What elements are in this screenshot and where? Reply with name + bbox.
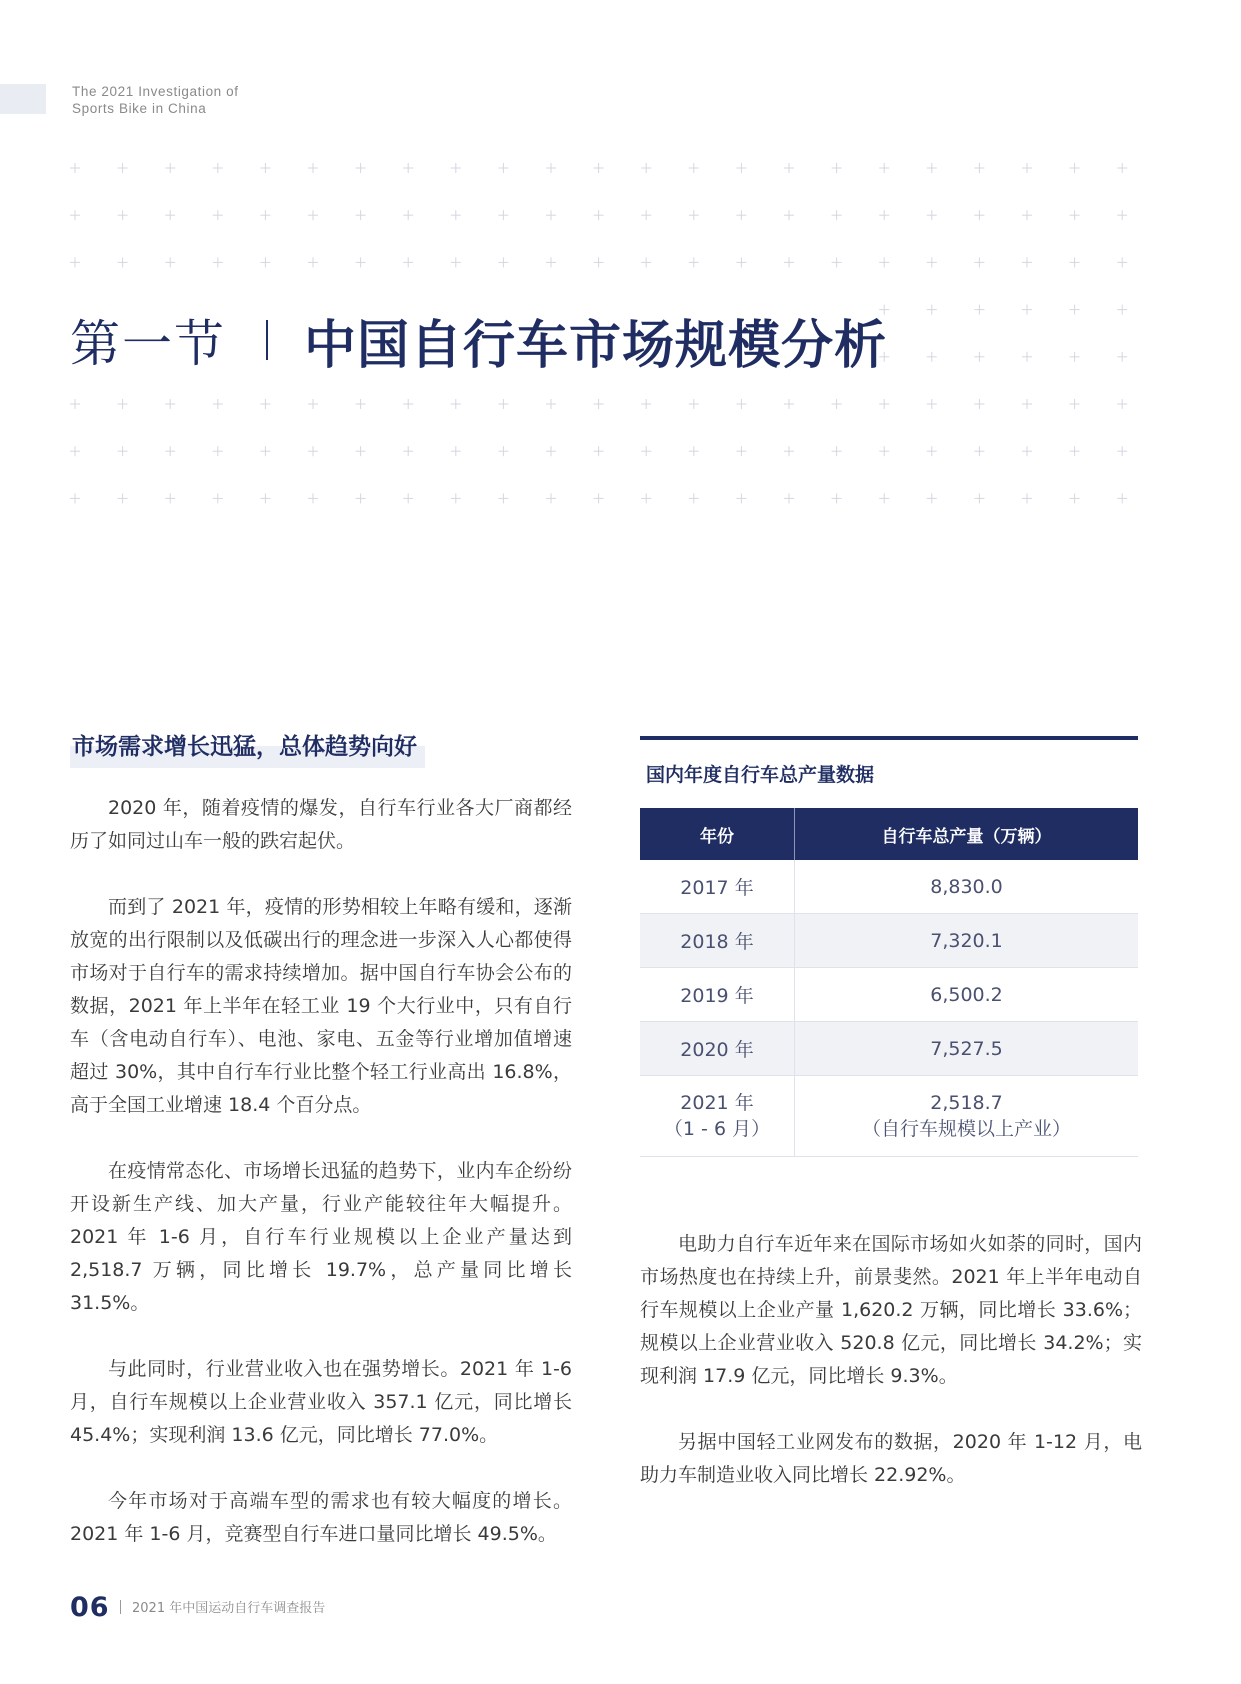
grid-cross xyxy=(927,352,937,362)
report-header xyxy=(72,83,239,117)
grid-cross xyxy=(1022,257,1032,267)
grid-cross xyxy=(1117,399,1127,409)
grid-cross xyxy=(832,210,842,220)
grid-cross xyxy=(356,493,366,503)
title-divider xyxy=(266,320,268,360)
grid-cross xyxy=(736,257,746,267)
grid-cross xyxy=(451,163,461,173)
left-column xyxy=(70,792,572,1584)
grid-cross xyxy=(546,399,556,409)
grid-cross xyxy=(689,399,699,409)
grid-cross xyxy=(546,257,556,267)
year-cell: 2018 年 xyxy=(640,914,795,968)
grid-cross xyxy=(546,163,556,173)
grid-cross xyxy=(641,493,651,503)
subheading: 市场需求增长迅猛，总体趋势向好 xyxy=(70,728,425,768)
table-title: 国内年度自行车总产量数据 xyxy=(646,764,875,786)
grid-cross xyxy=(1117,210,1127,220)
year-label: 2021 年 xyxy=(680,1092,754,1114)
grid-cross xyxy=(1117,446,1127,456)
grid-cross xyxy=(308,257,318,267)
grid-cross xyxy=(1117,305,1127,315)
grid-cross xyxy=(736,210,746,220)
value-cell: 6,500.2 xyxy=(795,968,1139,1022)
grid-cross xyxy=(1070,446,1080,456)
grid-cross xyxy=(1070,493,1080,503)
grid-cross xyxy=(403,163,413,173)
grid-cross xyxy=(260,446,270,456)
grid-cross xyxy=(879,257,889,267)
grid-cross xyxy=(594,257,604,267)
table-row xyxy=(640,968,1138,1022)
grid-cross xyxy=(546,446,556,456)
section-number: 第一节 xyxy=(70,315,226,373)
grid-cross xyxy=(974,305,984,315)
grid-cross xyxy=(213,399,223,409)
grid-cross xyxy=(451,257,461,267)
paragraph: 今年市场对于高端车型的需求也有较大幅度的增长。2021 年 1-6 月，竞赛型自行车进口量同比增长 49.5%。 xyxy=(70,1490,572,1545)
paragraph: 而到了 2021 年，疫情的形势相较上年略有缓和，逐渐放宽的出行限制以及低碳出行的理念进一步深入人心都使得市场对于自行车的需求持续增加。据中国自行车协会公布的数据，2021 年上半年在轻工业 19 个大行业中，只有自行车（含电动自行车）、电池、家电、五金等行业增加值增速超过 30%，其中自行车行业比整个轻工行业高出 16.8%，高于全国工业增速 18.4 个百分点。 xyxy=(70,896,572,1116)
grid-cross xyxy=(498,493,508,503)
grid-cross xyxy=(736,399,746,409)
grid-cross xyxy=(832,446,842,456)
grid-cross xyxy=(165,493,175,503)
grid-cross xyxy=(70,210,80,220)
grid-cross xyxy=(784,446,794,456)
grid-cross xyxy=(165,399,175,409)
header-year: 年份 xyxy=(640,808,795,860)
grid-cross xyxy=(641,163,651,173)
grid-cross xyxy=(1070,257,1080,267)
grid-cross xyxy=(974,352,984,362)
grid-cross xyxy=(70,163,80,173)
grid-cross xyxy=(879,446,889,456)
footer-report-title: 2021 年中国运动自行车调查报告 xyxy=(132,1601,326,1616)
grid-cross xyxy=(879,493,889,503)
grid-cross xyxy=(784,210,794,220)
grid-cross xyxy=(403,446,413,456)
grid-cross xyxy=(213,446,223,456)
grid-cross xyxy=(260,257,270,267)
grid-cross xyxy=(165,446,175,456)
grid-cross xyxy=(879,210,889,220)
value-note: （自行车规模以上产业） xyxy=(861,1118,1071,1140)
year-cell: 2019 年 xyxy=(640,968,795,1022)
grid-cross xyxy=(832,257,842,267)
grid-cross xyxy=(1117,257,1127,267)
table-row xyxy=(640,860,1138,914)
value-label: 2,518.7 xyxy=(930,1092,1003,1114)
year-cell: 2017 年 xyxy=(640,860,795,914)
page-number: 06 xyxy=(70,1592,110,1623)
grid-cross xyxy=(594,446,604,456)
grid-cross xyxy=(1070,352,1080,362)
grid-cross xyxy=(1117,493,1127,503)
grid-cross xyxy=(118,210,128,220)
grid-cross xyxy=(879,163,889,173)
grid-cross xyxy=(974,446,984,456)
grid-cross xyxy=(403,399,413,409)
grid-cross xyxy=(832,493,842,503)
table-top-rule xyxy=(640,736,1138,740)
production-table xyxy=(640,808,1138,1157)
footer-divider xyxy=(120,1600,121,1614)
grid-cross xyxy=(403,210,413,220)
grid-cross xyxy=(498,399,508,409)
grid-cross xyxy=(832,163,842,173)
year-cell: 2020 年 xyxy=(640,1022,795,1076)
grid-cross xyxy=(451,493,461,503)
grid-cross xyxy=(356,446,366,456)
grid-cross xyxy=(118,257,128,267)
section-title xyxy=(70,300,887,380)
grid-cross xyxy=(1070,399,1080,409)
grid-cross xyxy=(213,493,223,503)
grid-cross xyxy=(1022,446,1032,456)
grid-cross xyxy=(118,446,128,456)
grid-cross xyxy=(213,163,223,173)
grid-cross xyxy=(260,210,270,220)
grid-cross xyxy=(1022,493,1032,503)
grid-cross xyxy=(70,493,80,503)
grid-cross xyxy=(1022,399,1032,409)
grid-cross xyxy=(213,210,223,220)
grid-cross xyxy=(736,493,746,503)
paragraph: 在疫情常态化、市场增长迅猛的趋势下，业内车企纷纷开设新生产线、加大产量，行业产能较往年大幅提升。2021 年 1-6 月，自行车行业规模以上企业产量达到 2,518.7 万辆，同比增长 19.7%，总产量同比增长 31.5%。 xyxy=(70,1160,572,1314)
grid-cross xyxy=(451,210,461,220)
grid-cross xyxy=(974,257,984,267)
grid-cross xyxy=(165,210,175,220)
grid-cross xyxy=(356,399,366,409)
value-cell: 8,830.0 xyxy=(795,860,1139,914)
grid-cross xyxy=(260,493,270,503)
grid-cross xyxy=(689,163,699,173)
paragraph: 电助力自行车近年来在国际市场如火如荼的同时，国内市场热度也在持续上升，前景斐然。2021 年上半年电动自行车规模以上企业产量 1,620.2 万辆，同比增长 33.6%；规模以上企业营业收入 520.8 亿元，同比增长 34.2%；实现利润 17.9 亿元，同比增长 9.3%。 xyxy=(640,1233,1142,1387)
table-header-row xyxy=(640,808,1138,860)
grid-cross xyxy=(498,257,508,267)
grid-cross xyxy=(784,399,794,409)
grid-cross xyxy=(974,493,984,503)
grid-cross xyxy=(356,210,366,220)
grid-cross xyxy=(498,163,508,173)
grid-cross xyxy=(784,163,794,173)
grid-cross xyxy=(118,399,128,409)
grid-cross xyxy=(736,446,746,456)
year-cell xyxy=(640,1076,795,1157)
year-note: （1 - 6 月） xyxy=(663,1118,771,1140)
grid-cross xyxy=(356,257,366,267)
header-line-2: Sports Bike in China xyxy=(72,101,207,116)
grid-cross xyxy=(641,210,651,220)
grid-cross xyxy=(1117,163,1127,173)
grid-cross xyxy=(689,257,699,267)
grid-cross xyxy=(689,493,699,503)
grid-cross xyxy=(1070,163,1080,173)
grid-cross xyxy=(308,399,318,409)
grid-cross xyxy=(451,399,461,409)
grid-cross xyxy=(784,257,794,267)
grid-cross xyxy=(451,446,461,456)
grid-cross xyxy=(260,399,270,409)
grid-cross xyxy=(308,163,318,173)
grid-cross xyxy=(308,493,318,503)
grid-cross xyxy=(594,210,604,220)
grid-cross xyxy=(70,446,80,456)
grid-cross xyxy=(974,163,984,173)
grid-cross xyxy=(927,257,937,267)
grid-cross xyxy=(260,163,270,173)
grid-cross xyxy=(927,446,937,456)
value-cell xyxy=(795,1076,1139,1157)
grid-cross xyxy=(641,446,651,456)
grid-cross xyxy=(1022,352,1032,362)
grid-cross xyxy=(70,257,80,267)
grid-cross xyxy=(641,257,651,267)
grid-cross xyxy=(594,163,604,173)
grid-cross xyxy=(784,493,794,503)
grid-cross xyxy=(1022,305,1032,315)
grid-cross xyxy=(1117,352,1127,362)
header-line-1: The 2021 Investigation of xyxy=(72,84,239,99)
grid-cross xyxy=(927,493,937,503)
grid-cross xyxy=(1022,163,1032,173)
grid-cross xyxy=(736,163,746,173)
grid-cross xyxy=(594,399,604,409)
grid-cross xyxy=(308,210,318,220)
grid-cross xyxy=(1070,305,1080,315)
grid-cross xyxy=(974,210,984,220)
paragraph: 2020 年，随着疫情的爆发，自行车行业各大厂商都经历了如同过山车一般的跌宕起伏。 xyxy=(70,797,572,852)
paragraph: 与此同时，行业营业收入也在强势增长。2021 年 1-6 月，自行车规模以上企业营业收入 357.1 亿元，同比增长 45.4%；实现利润 13.6 亿元，同比增长 77.0%。 xyxy=(70,1358,572,1446)
grid-cross xyxy=(1022,210,1032,220)
grid-cross xyxy=(546,493,556,503)
grid-cross xyxy=(118,493,128,503)
grid-cross xyxy=(356,163,366,173)
paragraph: 另据中国轻工业网发布的数据，2020 年 1-12 月，电助力车制造业收入同比增长 22.92%。 xyxy=(640,1431,1142,1486)
grid-cross xyxy=(498,446,508,456)
grid-cross xyxy=(974,399,984,409)
grid-cross xyxy=(165,163,175,173)
grid-cross xyxy=(403,257,413,267)
table-row xyxy=(640,914,1138,968)
grid-cross xyxy=(165,257,175,267)
grid-cross xyxy=(308,446,318,456)
grid-cross xyxy=(927,163,937,173)
grid-cross xyxy=(1070,210,1080,220)
grid-cross xyxy=(689,210,699,220)
corner-tab xyxy=(0,84,46,114)
right-column xyxy=(640,1228,1142,1525)
grid-cross xyxy=(879,399,889,409)
grid-cross xyxy=(641,399,651,409)
grid-cross xyxy=(689,446,699,456)
value-cell: 7,320.1 xyxy=(795,914,1139,968)
grid-cross xyxy=(403,493,413,503)
grid-cross xyxy=(546,210,556,220)
grid-cross xyxy=(118,163,128,173)
table-row xyxy=(640,1076,1138,1157)
section-heading: 中国自行车市场规模分析 xyxy=(304,315,888,376)
grid-cross xyxy=(927,399,937,409)
grid-cross xyxy=(927,305,937,315)
table-row xyxy=(640,1022,1138,1076)
grid-cross xyxy=(832,399,842,409)
header-production: 自行车总产量（万辆） xyxy=(795,808,1139,860)
grid-cross xyxy=(927,210,937,220)
grid-cross xyxy=(498,210,508,220)
grid-cross xyxy=(70,399,80,409)
grid-cross xyxy=(213,257,223,267)
value-cell: 7,527.5 xyxy=(795,1022,1139,1076)
grid-cross xyxy=(594,493,604,503)
